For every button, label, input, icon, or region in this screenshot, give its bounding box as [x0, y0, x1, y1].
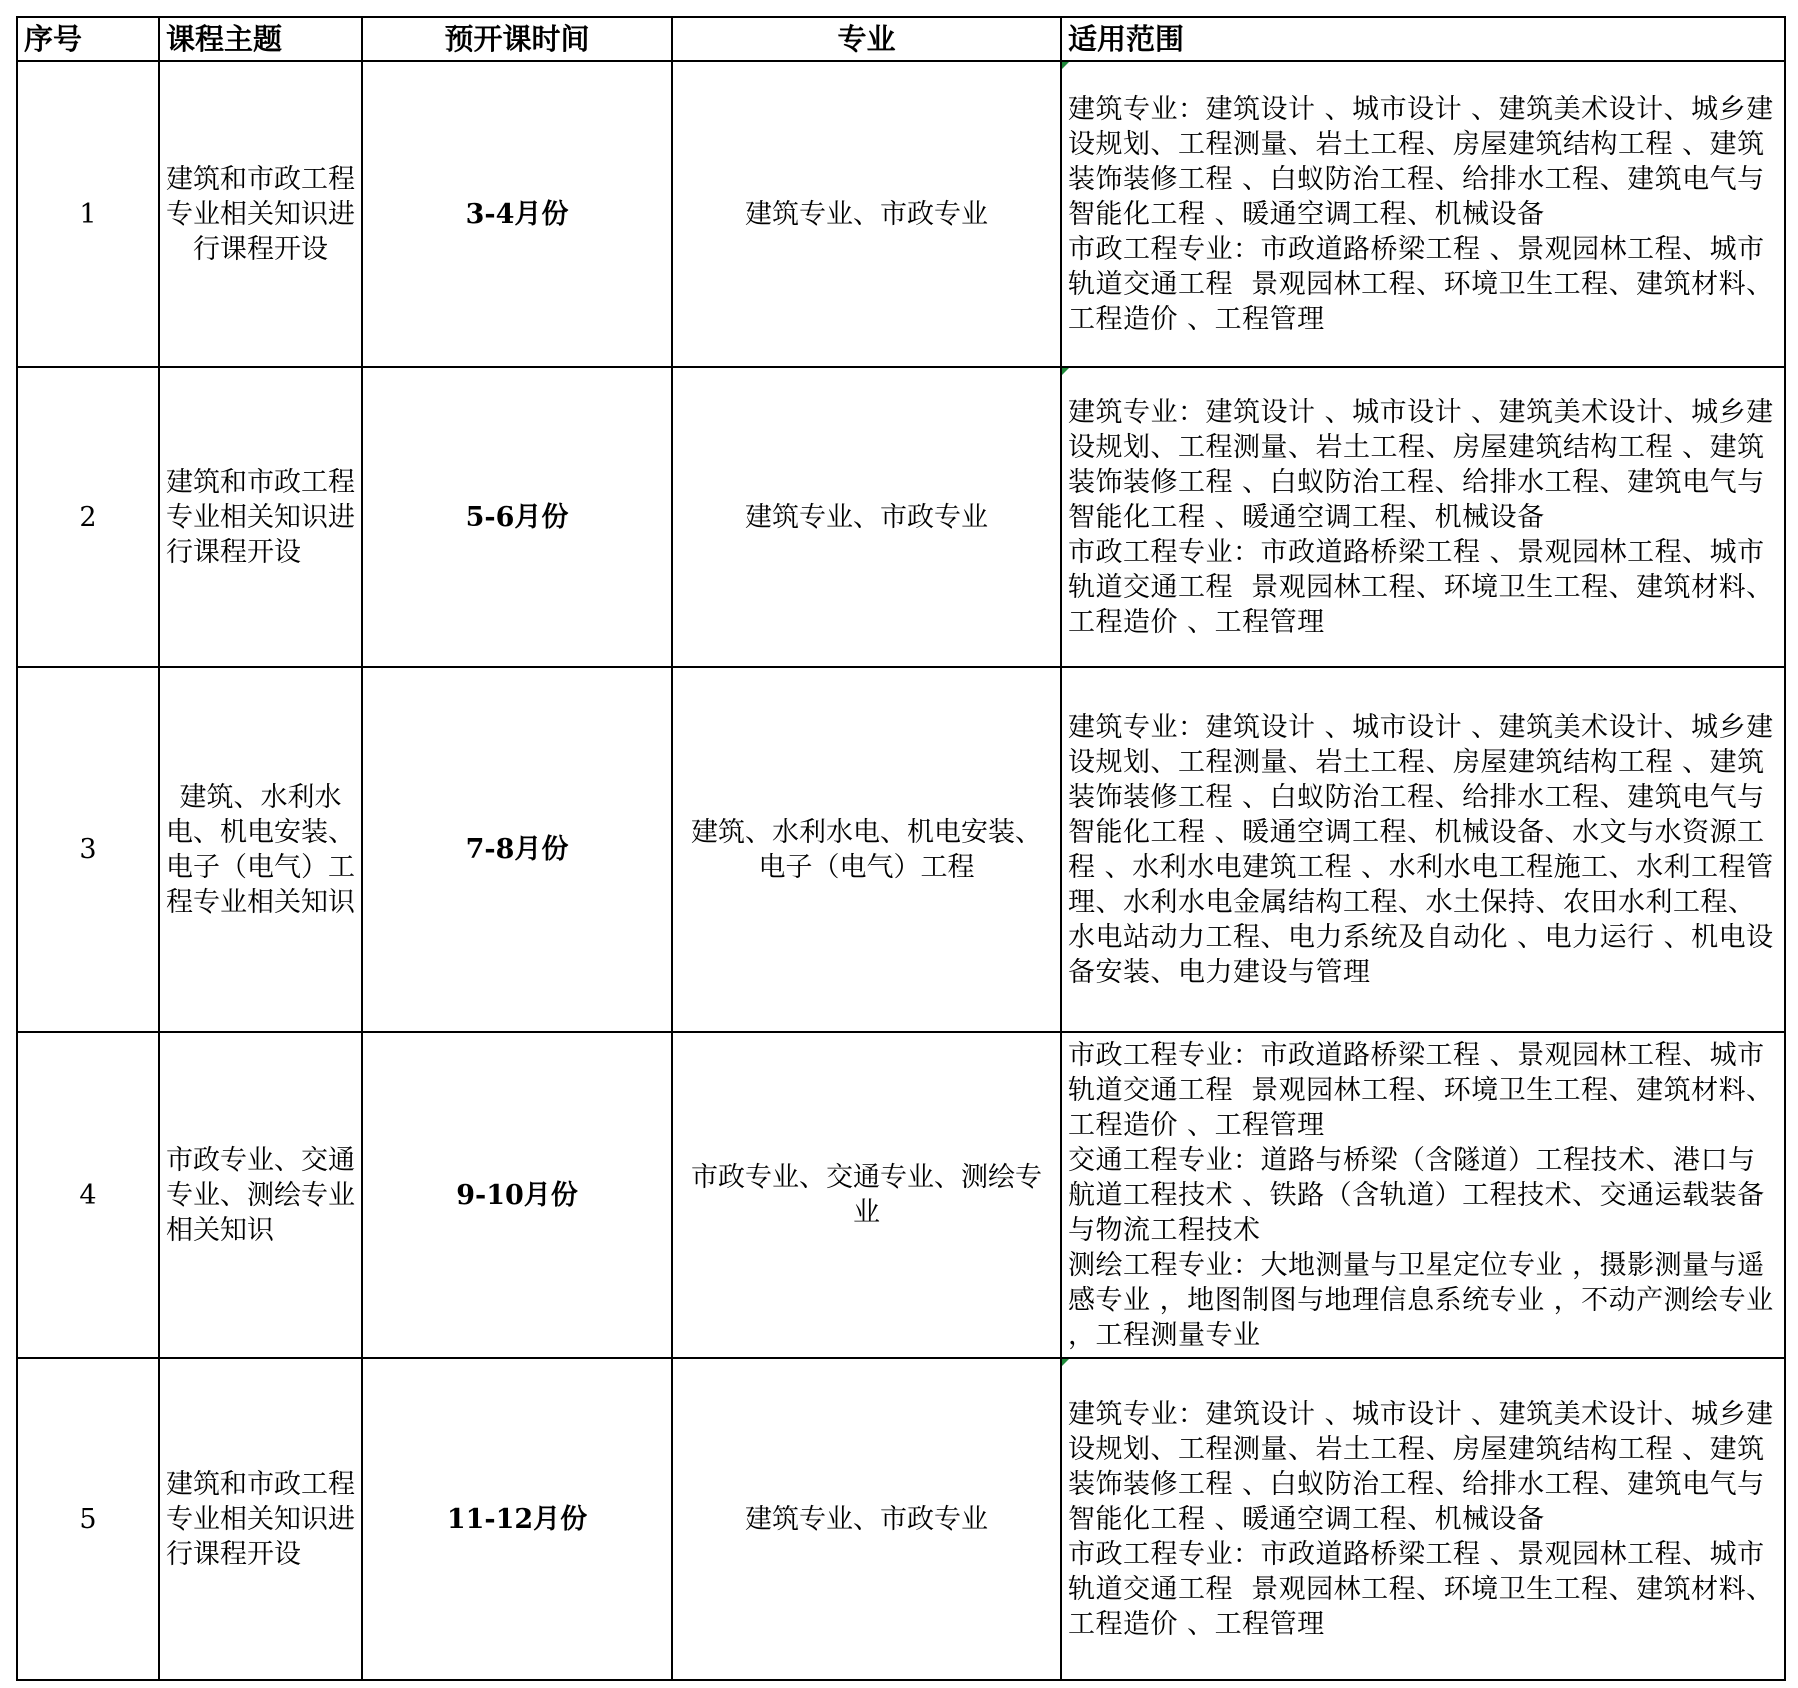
- course-topic: 市政专业、交通专业、测绘专业相关知识: [159, 1032, 362, 1358]
- course-time: 7-8月份: [362, 667, 672, 1032]
- row-number: 1: [17, 61, 159, 367]
- comment-indicator-icon: [1062, 368, 1069, 375]
- course-time: 11-12月份: [362, 1358, 672, 1680]
- row-number: 5: [17, 1358, 159, 1680]
- course-scope: [1061, 1032, 1785, 1358]
- course-scope: [1061, 667, 1785, 1032]
- header-scope: 适用范围: [1061, 17, 1785, 61]
- course-scope: [1061, 1358, 1785, 1680]
- table-row: [17, 367, 1785, 667]
- course-time: 9-10月份: [362, 1032, 672, 1358]
- table-row: [17, 1032, 1785, 1358]
- table-row: [17, 61, 1785, 367]
- course-scope: [1061, 61, 1785, 367]
- course-time: 3-4月份: [362, 61, 672, 367]
- scope-text: 建筑专业：建筑设计 、城市设计 、建筑美术设计、城乡建设规划、工程测量、岩土工程、房屋建筑结构工程 、建筑装饰装修工程 、白蚁防治工程、给排水工程、建筑电气与智能化工程 、暖通空调工程、机械设备 市政工程专业：市政道路桥梁工程 、景观园林工程、城市轨道交通工程 景观园林工程、环境卫生工程、建筑材料、工程造价 、工程管理: [1068, 396, 1774, 638]
- scope-text: 建筑专业：建筑设计 、城市设计 、建筑美术设计、城乡建设规划、工程测量、岩土工程、房屋建筑结构工程 、建筑装饰装修工程 、白蚁防治工程、给排水工程、建筑电气与智能化工程 、暖通空调工程、机械设备 市政工程专业：市政道路桥梁工程 、景观园林工程、城市轨道交通工程 景观园林工程、环境卫生工程、建筑材料、工程造价 、工程管理: [1068, 93, 1774, 335]
- course-schedule-table: [16, 16, 1786, 1681]
- course-major: 建筑、水利水电、机电安装、电子（电气）工程: [672, 667, 1061, 1032]
- header-time: 预开课时间: [362, 17, 672, 61]
- table-row: [17, 667, 1785, 1032]
- course-topic: 建筑和市政工程专业相关知识进行课程开设: [159, 61, 362, 367]
- course-topic: 建筑、水利水电、机电安装、电子（电气）工程专业相关知识: [159, 667, 362, 1032]
- header-topic: 课程主题: [159, 17, 362, 61]
- row-number: 3: [17, 667, 159, 1032]
- course-topic: 建筑和市政工程专业相关知识进行课程开设: [159, 367, 362, 667]
- course-major: 建筑专业、市政专业: [672, 1358, 1061, 1680]
- scope-text: 市政工程专业：市政道路桥梁工程 、景观园林工程、城市轨道交通工程 景观园林工程、环境卫生工程、建筑材料、工程造价 、工程管理 交通工程专业：道路与桥梁（含隧道）工程技术、港口与航道工程技术 、铁路（含轨道）工程技术、交通运载装备与物流工程技术 测绘工程专业：大地测量与卫星定位专业 ，摄影测量与遥感专业 ，地图制图与地理信息系统专业 ，不动产测绘专业 ，工程测量专业: [1068, 1039, 1774, 1351]
- course-major: 市政专业、交通专业、测绘专业: [672, 1032, 1061, 1358]
- course-time: 5-6月份: [362, 367, 672, 667]
- scope-text: 建筑专业：建筑设计 、城市设计 、建筑美术设计、城乡建设规划、工程测量、岩土工程、房屋建筑结构工程 、建筑装饰装修工程 、白蚁防治工程、给排水工程、建筑电气与智能化工程 、暖通空调工程、机械设备 市政工程专业：市政道路桥梁工程 、景观园林工程、城市轨道交通工程 景观园林工程、环境卫生工程、建筑材料、工程造价 、工程管理: [1068, 1398, 1774, 1640]
- row-number: 2: [17, 367, 159, 667]
- comment-indicator-icon: [1062, 1359, 1069, 1366]
- comment-indicator-icon: [1062, 62, 1069, 69]
- course-topic: 建筑和市政工程专业相关知识进行课程开设: [159, 1358, 362, 1680]
- header-major: 专业: [672, 17, 1061, 61]
- row-number: 4: [17, 1032, 159, 1358]
- course-major: 建筑专业、市政专业: [672, 61, 1061, 367]
- course-scope: [1061, 367, 1785, 667]
- header-no: 序号: [17, 17, 159, 61]
- table-row: [17, 1358, 1785, 1680]
- course-major: 建筑专业、市政专业: [672, 367, 1061, 667]
- header-row: [17, 17, 1785, 61]
- scope-text: 建筑专业：建筑设计 、城市设计 、建筑美术设计、城乡建设规划、工程测量、岩土工程、房屋建筑结构工程 、建筑装饰装修工程 、白蚁防治工程、给排水工程、建筑电气与智能化工程 、暖通空调工程、机械设备、水文与水资源工程 、水利水电建筑工程 、水利水电工程施工、水利工程管理、水利水电金属结构工程、水土保持、农田水利工程、水电站动力工程、电力系统及自动化 、电力运行 、机电设备安装、电力建设与管理: [1068, 711, 1774, 988]
